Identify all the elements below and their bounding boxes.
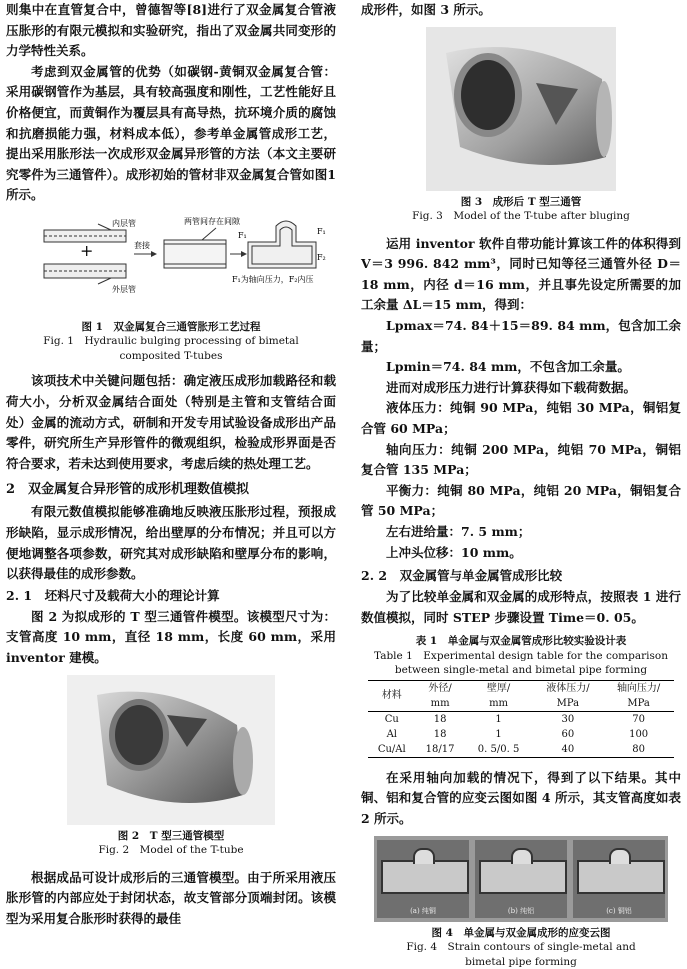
paragraph: 该项技术中关键问题包括：确定液压成形加载路径和载荷大小，分析双金属结合面处（特别是主管和支管结合面处）金属的流动方式，研制和开发专用试验设备成形出产品零件，研究所生产异形管件的微观组织，检验成形界面是否符合要求，若未达到使用要求，考虑后续的热处理工艺。: [6, 373, 336, 471]
label-f1: F₁: [317, 226, 326, 236]
figure-3: [426, 27, 616, 191]
right-column: [361, 0, 681, 969]
formula: Lpmax＝74. 84＋15＝89. 84 mm，包含加工余量；: [361, 317, 681, 354]
column-header: 壁厚/: [465, 680, 533, 696]
paragraph: 进而对成形压力进行计算获得如下载荷数据。: [386, 379, 637, 395]
label-inner-tube: 内层管: [112, 218, 136, 228]
section-heading: 2 双金属复合异形管的成形机理数值模拟: [6, 482, 250, 498]
figure-4-caption-en: bimetal pipe forming: [465, 955, 577, 968]
table-row: [368, 711, 674, 727]
column-header: 材料: [368, 680, 416, 711]
label-sleeve: 套接: [134, 240, 150, 250]
table-cell: 40: [533, 742, 604, 758]
figure-3-caption: 图 3 成形后 T 型三通管: [460, 195, 582, 208]
paragraph: 在采用轴向加载的情况下，得到了以下结果。其中铜、铝和复合管的应变云图如图 4 所示，其支管高度如表 2 所示。: [361, 769, 681, 826]
table-cell: 80: [603, 742, 674, 758]
table-row: [368, 727, 674, 742]
column-unit: mm: [465, 696, 533, 712]
table-cell: 18/17: [416, 742, 465, 758]
paragraph: 有限元数值模拟能够准确地反映液压胀形过程，预报成形缺陷，显示成形情况，给出壁厚的分布情况；并且可以方便地调整各项参数，研究其对成形缺陷和壁厚分布的影响，以获得最佳的成形参数。: [6, 504, 336, 582]
table-1-caption: 表 1 单金属与双金属管成形比较实验设计表: [415, 635, 627, 648]
table-cell: Al: [386, 728, 397, 740]
paragraph: 上冲头位移：10 mm。: [386, 544, 522, 560]
paragraph: 图 2 为拟成形的 T 型三通管件模型。该模型尺寸为：支管高度 10 mm，直径 18 mm，长度 60 mm，采用 inventor 建模。: [6, 608, 336, 665]
table-row: [368, 742, 674, 758]
column-unit: mm: [416, 696, 465, 712]
subsection-heading: 2. 1 坯料尺寸及载荷大小的理论计算: [6, 587, 220, 603]
left-column: [6, 0, 336, 929]
table-1: [368, 680, 674, 758]
table-1-caption-en: Table 1 Experimental design table for the comparison: [374, 649, 668, 662]
table-cell: 100: [629, 728, 649, 740]
column-header: 外径/: [416, 680, 465, 696]
label-gap: 两管间存在间隙: [184, 216, 240, 226]
plus-sign: +: [80, 240, 94, 260]
figure-1-caption-en: composited T-tubes: [119, 349, 223, 362]
column-header: 轴向压力/: [603, 680, 674, 696]
figure-1-caption-en: Fig. 1 Hydraulic bulging processing of bimetal: [43, 335, 299, 348]
table-cell: 1: [495, 728, 502, 740]
figure-4-caption: 图 4 单金属与双金属成形的应变云图: [431, 926, 611, 939]
figure-2: [67, 675, 275, 825]
subsection-heading: 2. 2 双金属管与单金属管成形比较: [361, 568, 563, 584]
bulging-process-diagram: [16, 212, 326, 320]
label-f1: F₁: [238, 230, 247, 240]
paragraph: 运用 inventor 软件自带功能计算该工件的体积得到 V＝3 996. 842 mm³，同时已知等径三通管外径 D＝18 mm，内径 d＝16 mm，并且事先设定所需要的加工余量 ΔL＝15 mm，得到：: [361, 235, 681, 313]
paragraph: 根据成品可设计成形后的三通管模型。由于所采用液压胀形管的内部应处于封闭状态，故支管部分顶端封闭。该模型为采用复合胀形时获得的最佳: [6, 869, 336, 926]
figure-4-caption-en: Fig. 4 Strain contours of single-metal and: [406, 941, 636, 954]
table-cell: 18: [433, 728, 447, 740]
paragraph: 则集中在直管复合中，曾德智等[8]进行了双金属复合管液压胀形的有限元模拟和实验研究，指出了双金属共同变形的力学特性关系。: [6, 2, 336, 59]
figure-2-caption-en: Fig. 2 Model of the T-tube: [98, 844, 244, 857]
strain-panel-c: [573, 840, 665, 918]
table-cell: 70: [632, 713, 645, 725]
figure-2-caption: 图 2 T 型三通管模型: [117, 829, 225, 842]
paragraph: 考虑到双金属管的优势（如碳钢-黄铜双金属复合管：采用碳钢管作为基层，具有较高强度和刚性，工艺性能好且价格便宜，而黄铜作为覆层具有高导热，抗环境介质的腐蚀和抗磨损能力强，材料成本低），参考单金属管成形工艺，提出采用胀形法一次成形双金属异形管的方法（本文主要研究零件为三通管件）。成形初始的管材非双金属复合管如图1所示。: [6, 63, 336, 203]
table-cell: 0. 5/0. 5: [465, 742, 533, 758]
strain-panel-a: [377, 840, 469, 918]
column-header: 液体压力/: [533, 680, 604, 696]
label-f2: F₂: [317, 252, 326, 262]
paragraph: 轴向压力：纯铜 200 MPa，纯铝 70 MPa，铜铝复合管 135 MPa；: [361, 441, 681, 478]
paragraph: 为了比较单金属和双金属的成形特点，按照表 1 进行数值模拟，同时 STEP 步骤设置 Time＝0. 05。: [361, 589, 681, 625]
paragraph: 成形件，如图 3 所示。: [361, 2, 491, 17]
figure-1: [16, 212, 326, 320]
label-outer-tube: 外层管: [112, 284, 136, 294]
paragraph: 左右进给量：7. 5 mm；: [386, 523, 531, 539]
table-cell: Cu: [384, 713, 399, 725]
table-cell: Cu/Al: [368, 742, 416, 758]
table-cell: 30: [561, 713, 575, 725]
label-force: F₁为轴向压力，F₂内压: [232, 274, 314, 284]
table-cell: 60: [561, 728, 575, 740]
panel-label: (b) 纯铝: [507, 906, 535, 915]
panel-label: (c) 铜铝: [606, 906, 632, 915]
table-1-caption-en: between single-metal and bimetal pipe forming: [394, 664, 648, 677]
figure-3-caption-en: Fig. 3 Model of the T-tube after bluging: [412, 210, 630, 223]
column-unit: MPa: [603, 696, 674, 712]
figure-1-caption: 图 1 双金属复合三通管胀形工艺过程: [81, 320, 261, 333]
figure-4: [374, 836, 668, 922]
bulged-t-tube-image: [426, 27, 616, 191]
paragraph: 液体压力：纯铜 90 MPa，纯铝 30 MPa，铜铝复合管 60 MPa；: [361, 400, 681, 436]
column-unit: MPa: [533, 696, 604, 712]
table-cell: 1: [495, 713, 502, 725]
panel-label: (a) 纯铜: [410, 906, 436, 915]
t-tube-model-image: [67, 675, 275, 825]
formula: Lpmin＝74. 84 mm，不包含加工余量。: [386, 359, 630, 375]
table-cell: 18: [433, 713, 447, 725]
strain-panel-b: [475, 840, 567, 918]
paragraph: 平衡力：纯铜 80 MPa，纯铝 20 MPa，铜铝复合管 50 MPa；: [361, 482, 681, 519]
